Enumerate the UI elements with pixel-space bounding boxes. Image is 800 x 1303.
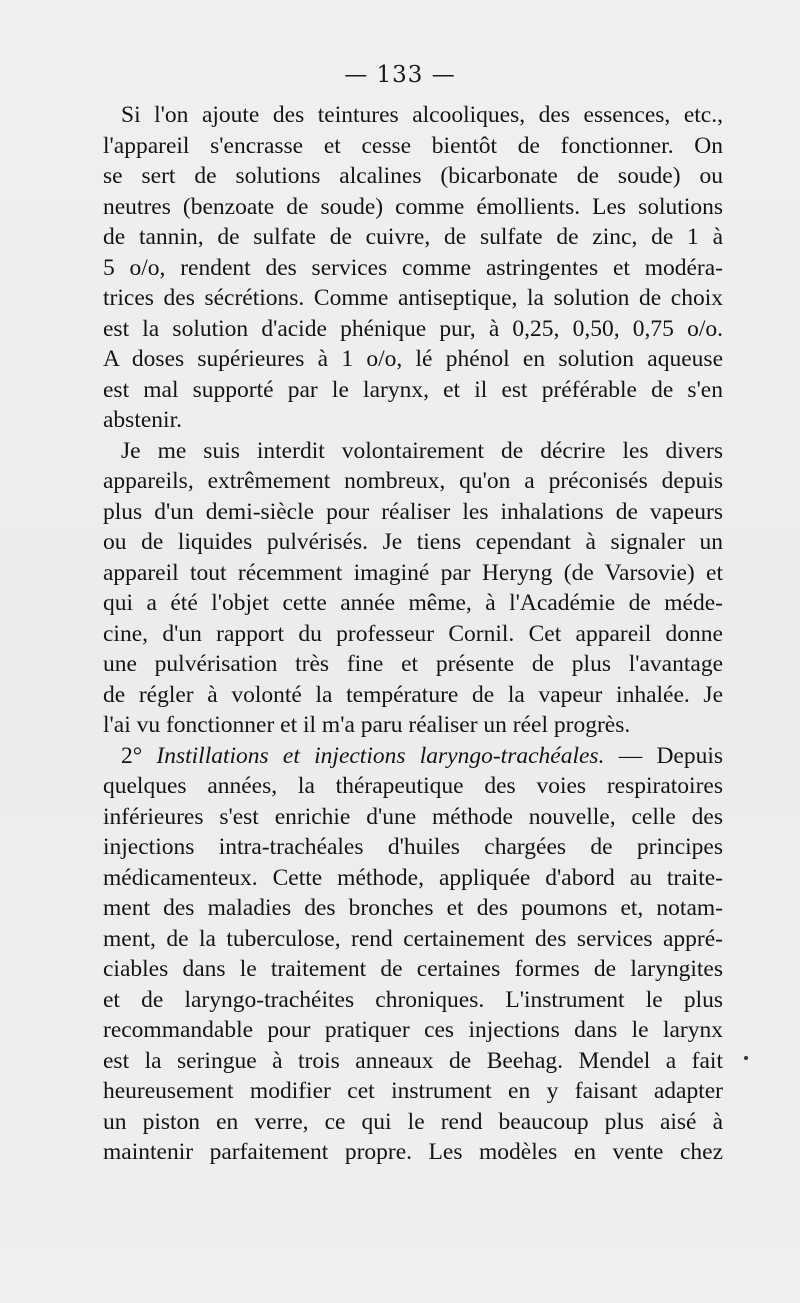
text-line: recommandable pour pratiquer ces injections dans le larynx (103, 1017, 723, 1043)
text-line: neutres (benzoate de soude) comme émollients. Les solutions (103, 193, 723, 220)
section-number: 2° (121, 742, 143, 769)
text-line: ciables dans le traitement de certaines formes de laryngites (103, 956, 723, 982)
text-line: injections intra-trachéales d'huiles chargées de principes (103, 834, 723, 860)
text-line: cine, d'un rapport du professeur Cornil. Cet appareil donne (103, 620, 723, 647)
text-line: appareils, extrêmement nombreux, qu'on a préconisés depuis (103, 468, 723, 494)
text-line: se sert de solutions alcalines (bicarbonate de soude) ou (103, 163, 723, 189)
text-line: appareil tout récemment imaginé par Heryng (de Varsovie) et (103, 559, 723, 586)
text-line: Si l'on ajoute des teintures alcooliques, des essences, etc., (121, 102, 723, 128)
text-line: A doses supérieures à 1 o/o, lé phénol en solution aqueuse (103, 346, 723, 372)
text-line: l'ai vu fonctionner et il m'a paru réaliser un réel progrès. (103, 712, 631, 738)
text-line: est la solution d'acide phénique pur, à 0,25, 0,50, 0,75 o/o. (103, 315, 723, 342)
text-line: un piston en verre, ce qui le rend beaucoup plus aisé à (103, 1108, 723, 1135)
text-line: ou de liquides pulvérisés. Je tiens cependant à signaler un (103, 529, 723, 555)
text-line: maintenir parfaitement propre. Les modèles en vente chez (103, 1139, 723, 1165)
paragraph-1 (103, 100, 723, 436)
text-line: de régler à volonté la température de la vapeur inhalée. Je (103, 681, 723, 708)
text-line: médicamenteux. Cette méthode, appliquée d'abord au traite- (103, 864, 723, 891)
text-line: est mal supporté par le larynx, et il est préférable de s'en (103, 376, 723, 403)
text-line: ment des maladies des bronches et des poumons et, notam- (103, 895, 723, 921)
paragraph-3 (103, 741, 723, 1168)
text-line: abstenir. (103, 407, 182, 433)
text-line: une pulvérisation très fine et présente de plus l'avantage (103, 651, 723, 677)
text-line: plus d'un demi-siècle pour réaliser les inhalations de vapeurs (103, 498, 723, 525)
text-line: de tannin, de sulfate de cuivre, de sulfate de zinc, de 1 à (103, 224, 723, 250)
paragraph-2 (103, 436, 723, 741)
text-line: 5 o/o, rendent des services comme astringentes et modéra- (103, 254, 723, 281)
text-line: Je me suis interdit volontairement de décrire les divers (121, 437, 723, 464)
text-line: heureusement modifier cet instrument en y faisant adapter (103, 1078, 723, 1104)
text-line: l'appareil s'encrasse et cesse bientôt de fonctionner. On (103, 132, 723, 159)
text-line: inférieures s'est enrichie d'une méthode nouvelle, celle des (103, 803, 723, 830)
text-line: trices des sécrétions. Comme antiseptique, la solution de choix (103, 285, 723, 311)
body-text (103, 100, 723, 1168)
section-title: Instillations et injections laryngo-trachéales. (156, 742, 605, 769)
text-line: et de laryngo-trachéites chroniques. L'instrument le plus (103, 986, 723, 1013)
page-number: — 133 — (344, 62, 456, 88)
text-line: qui a été l'objet cette année même, à l'Académie de méde- (103, 590, 723, 616)
ink-speck (744, 1056, 748, 1060)
text-line: ment, de la tuberculose, rend certainement des services appré- (103, 925, 723, 952)
section-heading-rest: — Depuis (618, 742, 724, 769)
text-line: quelques années, la thérapeutique des voies respiratoires (103, 773, 723, 799)
section-heading-line (103, 741, 723, 772)
text-line: est la seringue à trois anneaux de Beehag. Mendel a fait (103, 1047, 723, 1074)
